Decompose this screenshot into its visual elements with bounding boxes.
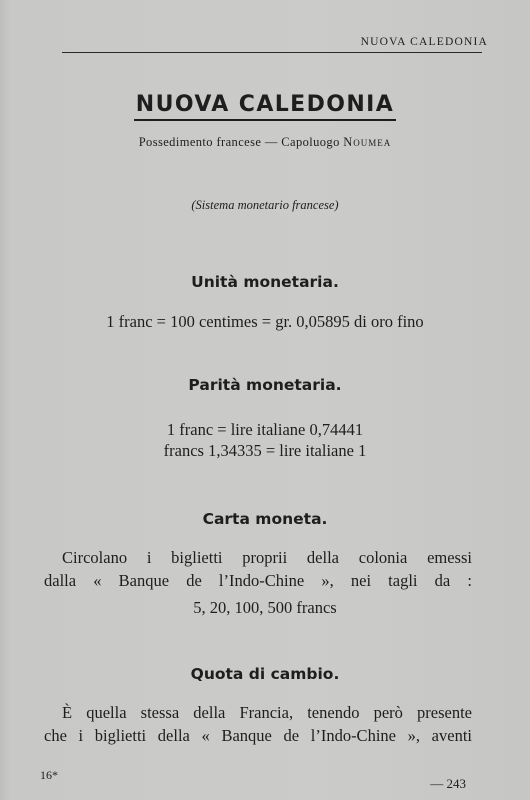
parita-line-1: 1 franc = lire italiane 0,74441 xyxy=(166,420,364,439)
page-number: — 243 xyxy=(430,776,466,791)
monetary-system-note: (Sistema monetario francese) xyxy=(191,198,339,212)
quota-line-2: che i biglietti della « Banque de l’Indo-Chine », aventi xyxy=(44,726,472,745)
subtitle-main: Possedimento francese — Capoluogo xyxy=(138,135,344,149)
carta-line-3: 5, 20, 100, 500 francs xyxy=(193,598,337,617)
page-title-wrapper xyxy=(0,92,530,121)
heading-parita-monetaria: Parità monetaria. xyxy=(188,376,342,394)
subtitle xyxy=(0,135,530,150)
subtitle-capital: Noumea xyxy=(343,135,392,149)
carta-line-2: dalla « Banque de l’Indo-Chine », nei tagli da : xyxy=(44,571,472,590)
running-head: NUOVA CALEDONIA xyxy=(360,36,488,48)
heading-unita-monetaria: Unità monetaria. xyxy=(191,273,339,291)
carta-moneta-paragraph xyxy=(44,548,472,591)
signature-mark: 16* xyxy=(40,768,58,782)
page-title: NUOVA CALEDONIA xyxy=(134,92,396,121)
carta-line-1: Circolano i biglietti proprii della colonia emessi xyxy=(62,548,472,567)
parita-line-2: francs 1,34335 = lire italiane 1 xyxy=(163,441,367,460)
quota-line-1: È quella stessa della Francia, tenendo però presente xyxy=(62,703,472,722)
heading-carta-moneta: Carta moneta. xyxy=(202,510,328,528)
header-rule xyxy=(62,52,482,53)
quota-paragraph xyxy=(44,703,472,746)
unita-monetaria-line: 1 franc = 100 centimes = gr. 0,05895 di oro fino xyxy=(106,312,424,331)
heading-quota-di-cambio: Quota di cambio. xyxy=(190,665,340,683)
